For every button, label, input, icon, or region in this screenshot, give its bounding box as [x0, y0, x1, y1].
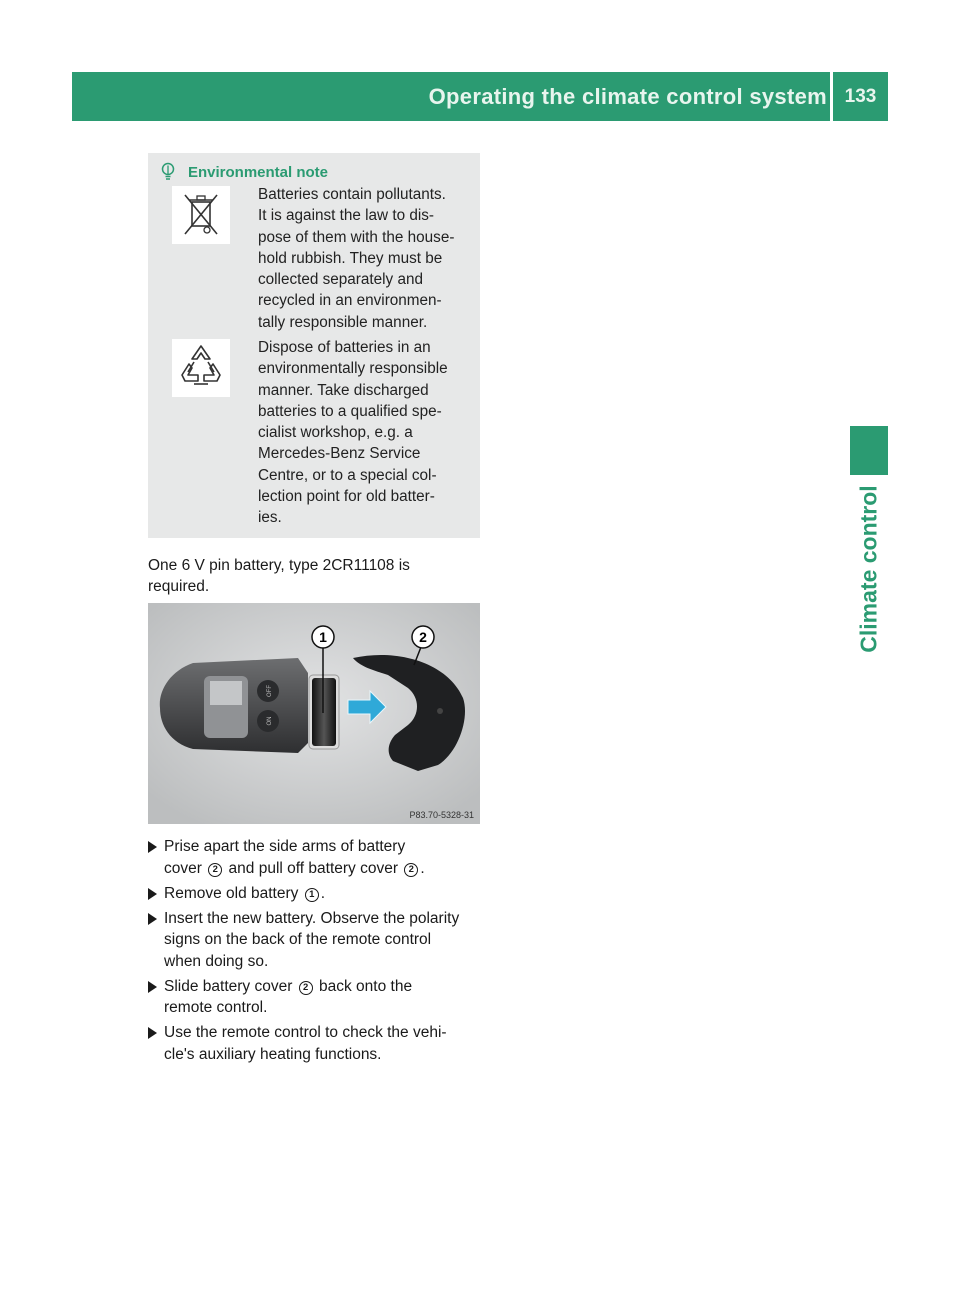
ref-marker: 2 — [404, 863, 418, 877]
note-header — [160, 161, 328, 183]
lightbulb-icon — [160, 162, 176, 182]
list-item: Prise apart the side arms of battery cover 2 and pull off battery cover 2 . — [148, 836, 484, 879]
chapter-title: Operating the climate control system — [428, 84, 827, 109]
ref-marker: 2 — [208, 863, 222, 877]
list-item: Use the remote control to check the vehi- cle's auxiliary heating functions. — [148, 1022, 484, 1065]
ref-marker: 1 — [305, 888, 319, 902]
note-text-pollutants: Batteries contain pollutants. It is against the law to dis- pose of them with the house- hold rubbish. They must be collected separately and recycled in an environmen- tally responsible manner. — [258, 186, 455, 331]
step-arrow-icon — [148, 981, 157, 993]
environmental-note — [148, 153, 480, 538]
list-item: Slide battery cover 2 back onto the remote control. — [148, 976, 484, 1019]
page-header — [72, 72, 888, 121]
callout-2: 2 — [419, 629, 427, 645]
callout-1: 1 — [319, 629, 327, 645]
crossed-out-bin-icon — [172, 186, 230, 244]
note-text-dispose: Dispose of batteries in an environmentally responsible manner. Take discharged batteries to a qualified spe- cialist workshop, e.g. a Mercedes-Benz Service Centre, or to a special col- lection point for old batter- ies. — [258, 339, 448, 527]
recycle-icon — [172, 339, 230, 397]
note-title: Environmental note — [188, 163, 329, 181]
list-item: Insert the new battery. Observe the polarity signs on the back of the remote control when doing so. — [148, 908, 484, 973]
ref-marker: 2 — [299, 981, 313, 995]
battery-requirement-text: One 6 V pin battery, type 2CR11108 is required. — [148, 557, 410, 595]
section-tab — [856, 476, 882, 661]
figure-code: P83.70-5328-31 — [409, 810, 474, 820]
battery-replacement-illustration — [148, 603, 480, 824]
off-button-label: OFF — [267, 685, 273, 697]
step-arrow-icon — [148, 888, 157, 900]
section-tab-label: Climate control — [855, 484, 882, 653]
battery — [312, 678, 336, 746]
step-arrow-icon — [148, 841, 157, 853]
list-item: Remove old battery 1 . — [148, 883, 484, 905]
page-number: 133 — [844, 86, 877, 107]
section-tab-marker — [850, 426, 888, 475]
instruction-steps — [148, 836, 484, 1069]
step-arrow-icon — [148, 913, 157, 925]
on-button-label: ON — [267, 716, 273, 726]
step-arrow-icon — [148, 1027, 157, 1039]
